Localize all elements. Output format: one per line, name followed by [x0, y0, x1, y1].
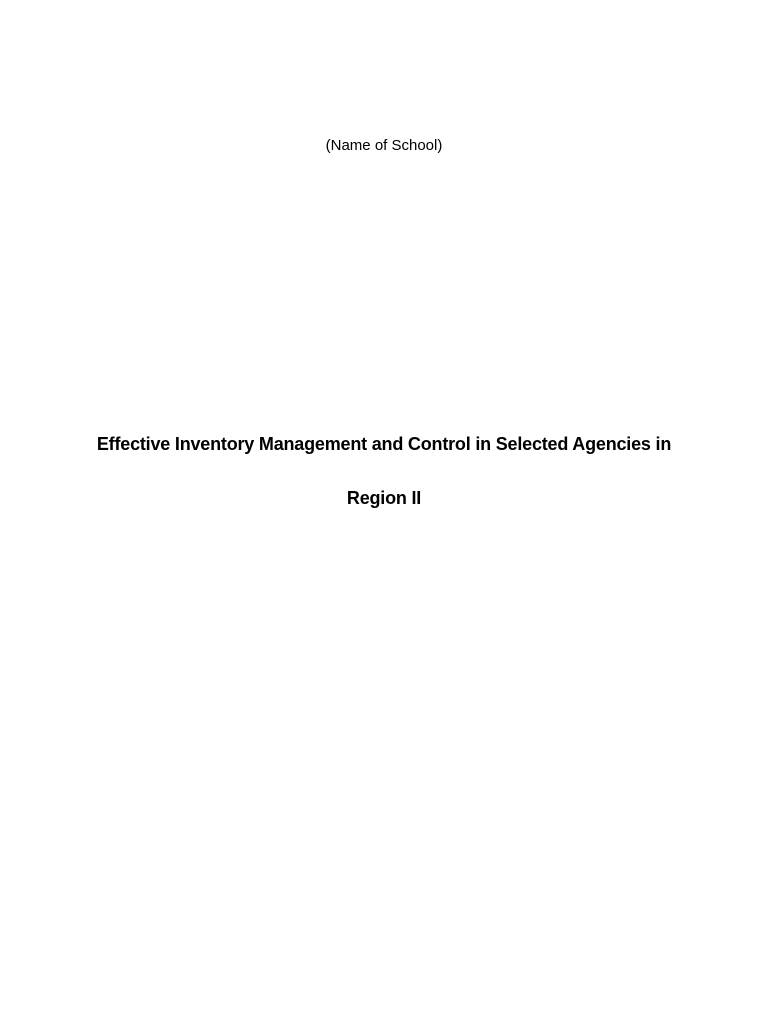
document-title-line-1: Effective Inventory Management and Control in Selected Agencies in: [96, 434, 672, 454]
document-title-line-2: Region II: [346, 488, 422, 508]
school-name: (Name of School): [325, 137, 443, 154]
